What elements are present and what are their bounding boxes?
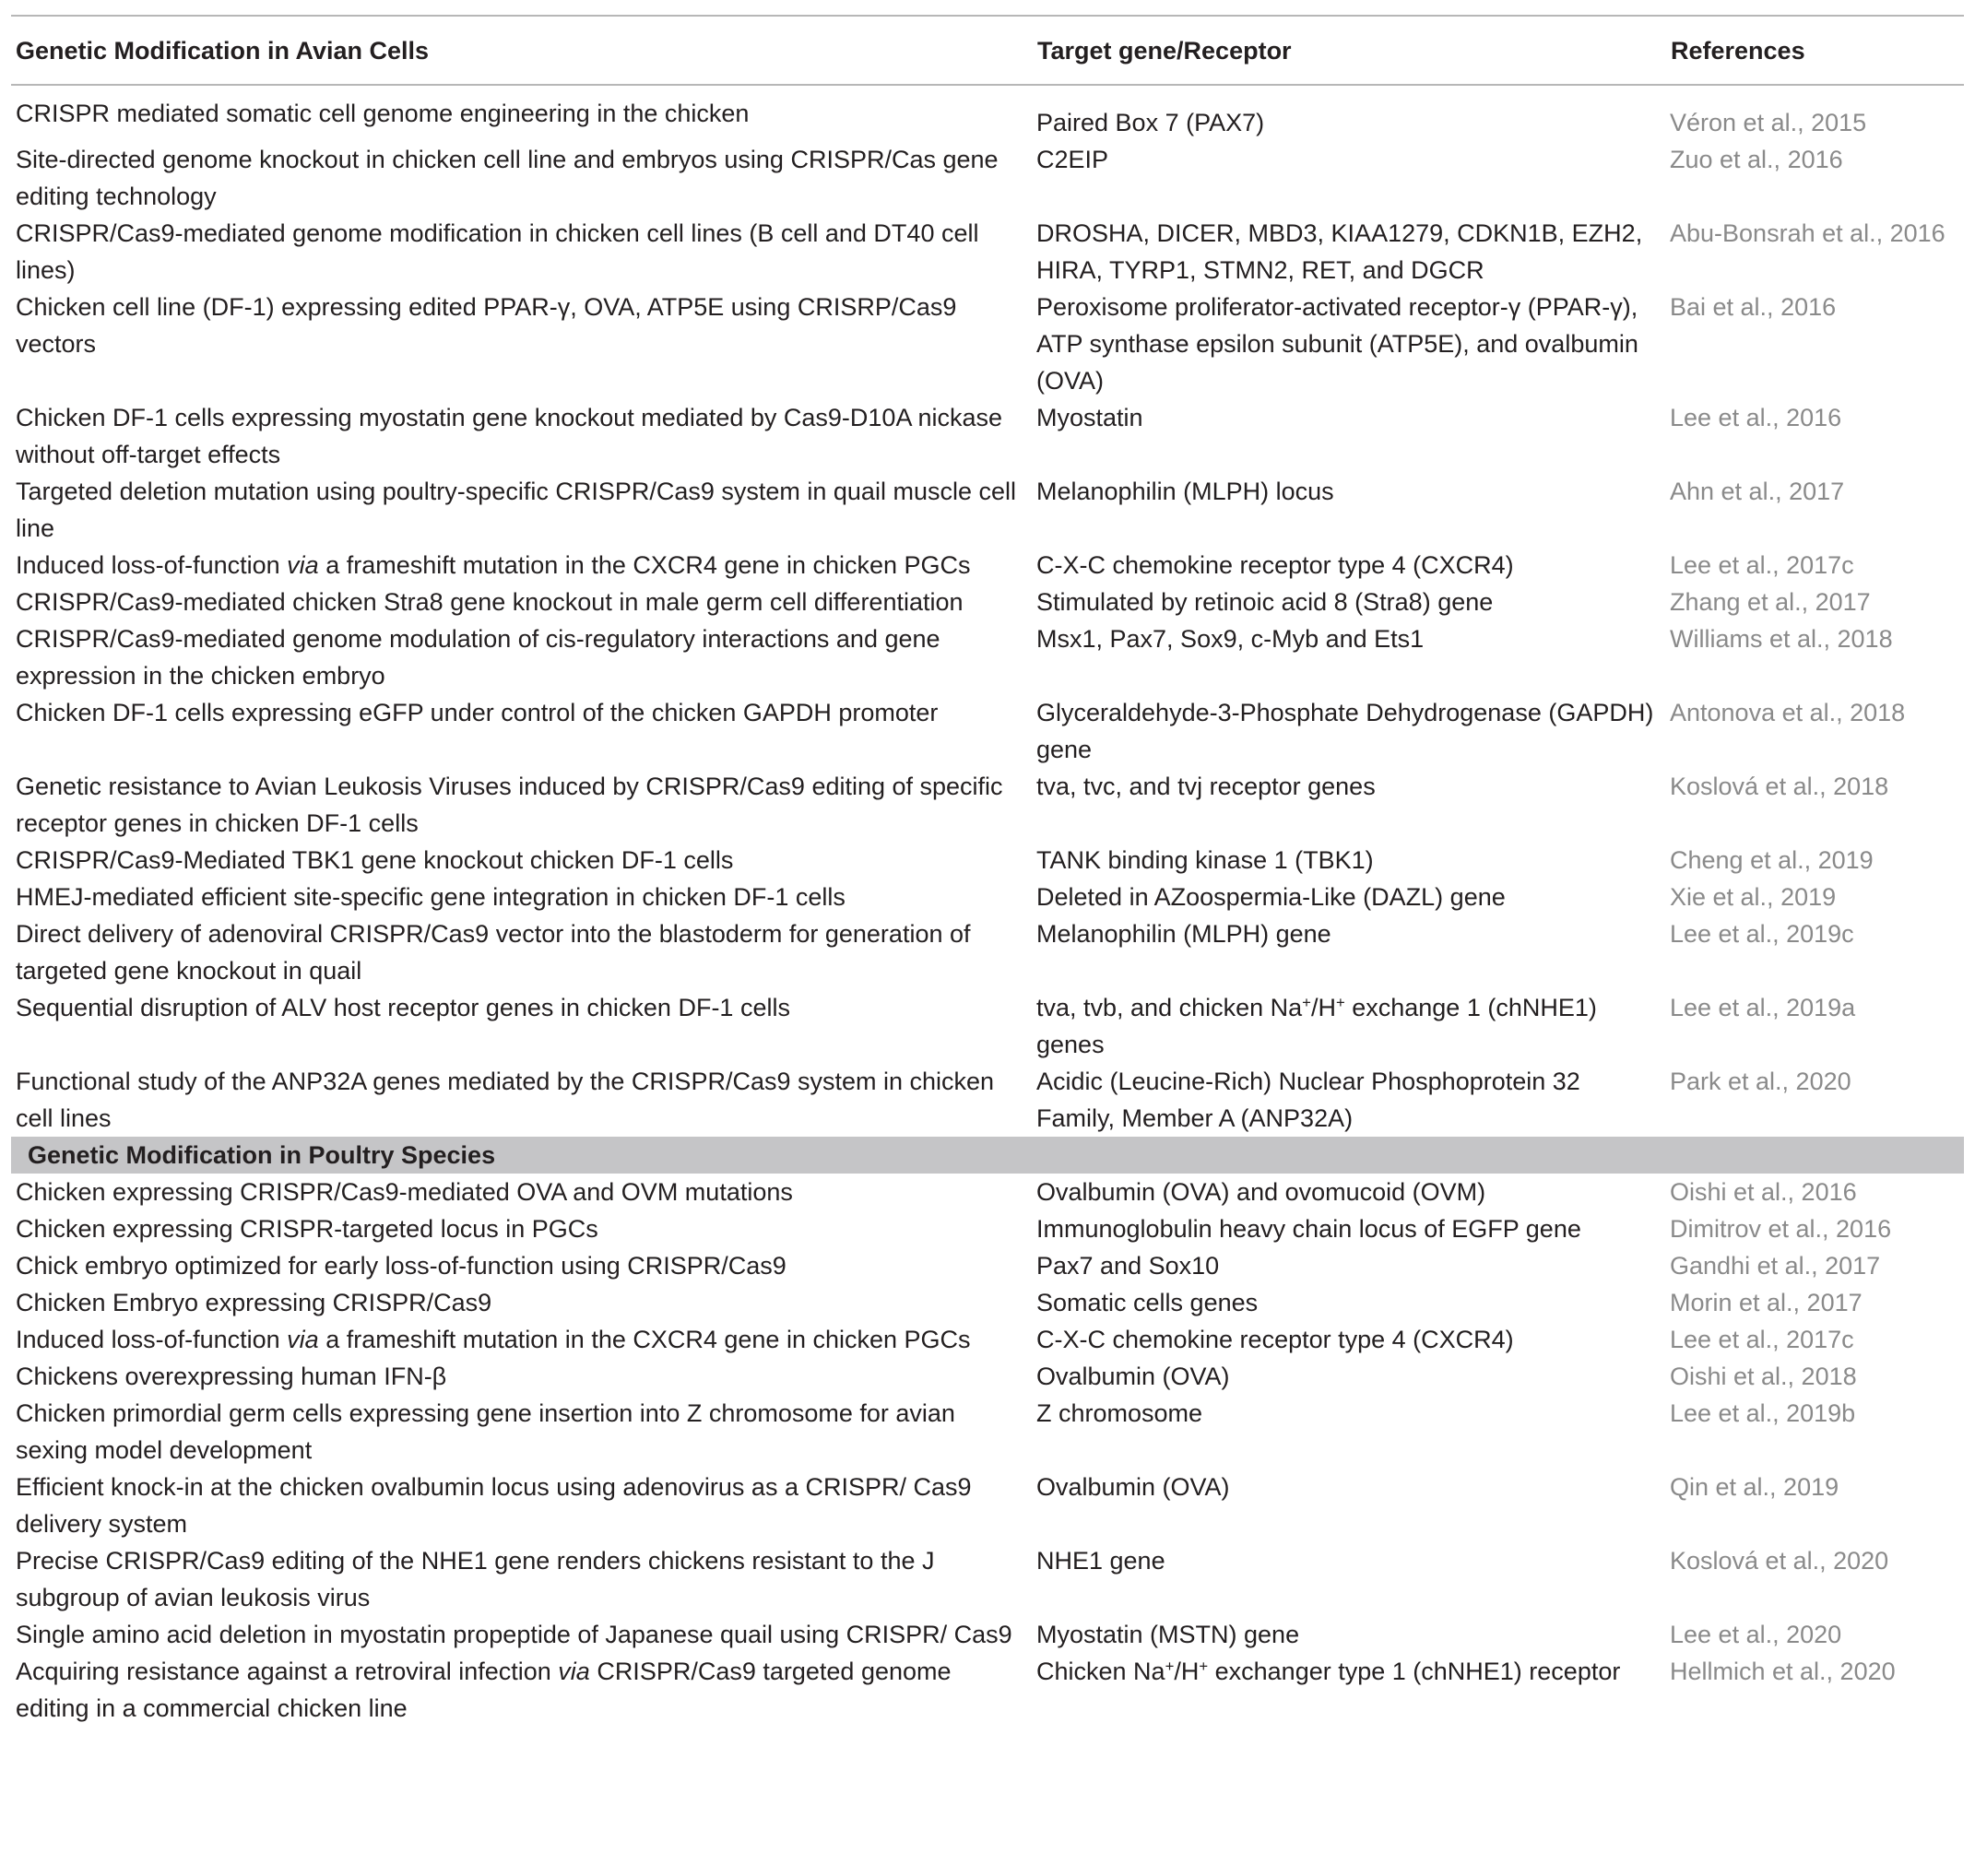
target-cell: Paired Box 7 (PAX7)	[1036, 109, 1265, 136]
target-cell: Acidic (Leucine-Rich) Nuclear Phosphoprotein 32 Family, Member A (ANP32A)	[1036, 1068, 1580, 1132]
table-row	[11, 1395, 1964, 1469]
modification-cell: Chick embryo optimized for early loss-of-function using CRISPR/Cas9	[16, 1252, 786, 1280]
reference-cell: Williams et al., 2018	[1670, 625, 1893, 653]
target-cell: Msx1, Pax7, Sox9, c-Myb and Ets1	[1036, 625, 1425, 653]
reference-cell: Lee et al., 2020	[1670, 1621, 1842, 1648]
modification-cell: CRISPR/Cas9-mediated chicken Stra8 gene knockout in male germ cell differentiation	[16, 588, 964, 616]
reference-cell: Antonova et al., 2018	[1670, 699, 1906, 726]
crispr-table	[11, 15, 1964, 1727]
modification-cell: Direct delivery of adenoviral CRISPR/Cas9 vector into the blastoderm for generation of targeted gene knockout in quail	[16, 920, 971, 985]
target-cell: Chicken Na+/H+ exchanger type 1 (chNHE1) receptor	[1036, 1657, 1621, 1685]
table-row	[11, 399, 1964, 473]
reference-cell: Dimitrov et al., 2016	[1670, 1215, 1892, 1243]
table-row	[11, 1321, 1964, 1358]
section-title: Genetic Modification in Poultry Species	[11, 1137, 1964, 1174]
reference-cell: Oishi et al., 2018	[1670, 1363, 1857, 1390]
reference-cell: Lee et al., 2017c	[1670, 551, 1854, 579]
reference-cell: Park et al., 2020	[1670, 1068, 1851, 1095]
target-cell: tva, tvb, and chicken Na+/H+ exchange 1 (chNHE1) genes	[1036, 993, 1597, 1058]
table-row	[11, 694, 1964, 768]
modification-cell: Chicken expressing CRISPR-targeted locus in PGCs	[16, 1215, 598, 1243]
reference-cell: Gandhi et al., 2017	[1670, 1252, 1881, 1280]
modification-cell: Chickens overexpressing human IFN-β	[16, 1363, 447, 1390]
reference-cell: Bai et al., 2016	[1670, 293, 1837, 321]
table-row	[11, 842, 1964, 879]
target-cell: Glyceraldehyde-3-Phosphate Dehydrogenase (GAPDH) gene	[1036, 699, 1654, 763]
table-row	[11, 989, 1964, 1063]
table-row	[11, 473, 1964, 547]
target-cell: DROSHA, DICER, MBD3, KIAA1279, CDKN1B, EZH2, HIRA, TYRP1, STMN2, RET, and DGCR	[1036, 219, 1643, 284]
section-header-row	[11, 1137, 1964, 1174]
reference-cell: Zuo et al., 2016	[1670, 146, 1843, 173]
reference-cell: Zhang et al., 2017	[1670, 588, 1871, 616]
reference-cell: Qin et al., 2019	[1670, 1473, 1839, 1501]
reference-cell: Oishi et al., 2016	[1670, 1178, 1857, 1206]
reference-cell: Abu-Bonsrah et al., 2016	[1670, 219, 1945, 247]
table-row	[11, 1174, 1964, 1210]
header-target: Target gene/Receptor	[1032, 16, 1665, 85]
table-row	[11, 1542, 1964, 1616]
target-cell: Myostatin	[1036, 404, 1143, 431]
modification-cell: Targeted deletion mutation using poultry-specific CRISPR/Cas9 system in quail muscle cell line	[16, 478, 1016, 542]
table-row	[11, 547, 1964, 584]
target-cell: Deleted in AZoospermia-Like (DAZL) gene	[1036, 883, 1506, 911]
reference-cell: Lee et al., 2019c	[1670, 920, 1854, 948]
target-cell: Stimulated by retinoic acid 8 (Stra8) gene	[1036, 588, 1494, 616]
table-row	[11, 1063, 1964, 1137]
table-row	[11, 1284, 1964, 1321]
target-cell: Pax7 and Sox10	[1036, 1252, 1220, 1280]
target-cell: C-X-C chemokine receptor type 4 (CXCR4)	[1036, 551, 1514, 579]
reference-cell: Lee et al., 2019b	[1670, 1399, 1856, 1427]
modification-cell: Chicken cell line (DF-1) expressing edited PPAR-γ, OVA, ATP5E using CRISRP/Cas9 vectors	[16, 293, 957, 358]
reference-cell: Lee et al., 2017c	[1670, 1326, 1854, 1353]
reference-cell: Cheng et al., 2019	[1670, 846, 1874, 874]
modification-cell: Induced loss-of-function via a frameshift mutation in the CXCR4 gene in chicken PGCs	[16, 1326, 971, 1353]
reference-cell: Ahn et al., 2017	[1670, 478, 1845, 505]
target-cell: Ovalbumin (OVA)	[1036, 1473, 1230, 1501]
target-cell: Myostatin (MSTN) gene	[1036, 1621, 1300, 1648]
table-row	[11, 215, 1964, 289]
table-row	[11, 584, 1964, 620]
modification-cell: Single amino acid deletion in myostatin propeptide of Japanese quail using CRISPR/ Cas9	[16, 1621, 1012, 1648]
modification-cell: Chicken DF-1 cells expressing myostatin gene knockout mediated by Cas9-D10A nickase without off-target effects	[16, 404, 1003, 468]
table-row	[11, 289, 1964, 399]
table-row	[11, 1210, 1964, 1247]
target-cell: Ovalbumin (OVA)	[1036, 1363, 1230, 1390]
modification-cell: Sequential disruption of ALV host receptor genes in chicken DF-1 cells	[16, 994, 790, 1021]
target-cell: TANK binding kinase 1 (TBK1)	[1036, 846, 1374, 874]
modification-cell: CRISPR/Cas9-Mediated TBK1 gene knockout chicken DF-1 cells	[16, 846, 734, 874]
reference-cell: Morin et al., 2017	[1670, 1289, 1863, 1316]
modification-cell: CRISPR/Cas9-mediated genome modulation of cis-regulatory interactions and gene expression in the chicken embryo	[16, 625, 940, 690]
table-row	[11, 141, 1964, 215]
modification-cell: Induced loss-of-function via a frameshift mutation in the CXCR4 gene in chicken PGCs	[16, 551, 971, 579]
reference-cell: Véron et al., 2015	[1670, 109, 1867, 136]
header-references: References	[1665, 16, 1964, 85]
modification-cell: HMEJ-mediated efficient site-specific gene integration in chicken DF-1 cells	[16, 883, 846, 911]
target-cell: Somatic cells genes	[1036, 1289, 1259, 1316]
reference-cell: Xie et al., 2019	[1670, 883, 1837, 911]
table-row	[11, 915, 1964, 989]
target-cell: C-X-C chemokine receptor type 4 (CXCR4)	[1036, 1326, 1514, 1353]
modification-cell: Chicken expressing CRISPR/Cas9-mediated OVA and OVM mutations	[16, 1178, 793, 1206]
table-row	[11, 1469, 1964, 1542]
modification-cell: Site-directed genome knockout in chicken cell line and embryos using CRISPR/Cas gene editing technology	[16, 146, 999, 210]
target-cell: Melanophilin (MLPH) locus	[1036, 478, 1334, 505]
target-cell: tva, tvc, and tvj receptor genes	[1036, 773, 1376, 800]
modification-cell: CRISPR/Cas9-mediated genome modification in chicken cell lines (B cell and DT40 cell lines)	[16, 219, 979, 284]
modification-cell: Efficient knock-in at the chicken ovalbumin locus using adenovirus as a CRISPR/ Cas9 delivery system	[16, 1473, 972, 1538]
target-cell: Z chromosome	[1036, 1399, 1203, 1427]
table-header-row	[11, 16, 1964, 85]
reference-cell: Lee et al., 2019a	[1670, 994, 1856, 1021]
reference-cell: Koslová et al., 2020	[1670, 1547, 1889, 1575]
table-row	[11, 1358, 1964, 1395]
header-modification: Genetic Modification in Avian Cells	[11, 16, 1032, 85]
reference-cell: Lee et al., 2016	[1670, 404, 1842, 431]
table-row	[11, 620, 1964, 694]
modification-cell: CRISPR mediated somatic cell genome engineering in the chicken	[16, 100, 750, 127]
modification-cell: Chicken DF-1 cells expressing eGFP under control of the chicken GAPDH promoter	[16, 699, 939, 726]
table-body	[11, 85, 1964, 1727]
modification-cell: Precise CRISPR/Cas9 editing of the NHE1 gene renders chickens resistant to the J subgroup of avian leukosis virus	[16, 1547, 935, 1611]
modification-cell: Chicken Embryo expressing CRISPR/Cas9	[16, 1289, 492, 1316]
modification-cell: Chicken primordial germ cells expressing gene insertion into Z chromosome for avian sexing model development	[16, 1399, 955, 1464]
target-cell: C2EIP	[1036, 146, 1109, 173]
table-row	[11, 879, 1964, 915]
modification-cell: Functional study of the ANP32A genes mediated by the CRISPR/Cas9 system in chicken cell lines	[16, 1068, 995, 1132]
target-cell: Ovalbumin (OVA) and ovomucoid (OVM)	[1036, 1178, 1486, 1206]
modification-cell: Acquiring resistance against a retroviral infection via CRISPR/Cas9 targeted genome editing in a commercial chicken line	[16, 1658, 952, 1722]
reference-cell: Koslová et al., 2018	[1670, 773, 1889, 800]
table-row	[11, 85, 1964, 141]
target-cell: Peroxisome proliferator-activated receptor-γ (PPAR-γ), ATP synthase epsilon subunit (ATP5E), and ovalbumin (OVA)	[1036, 293, 1638, 395]
reference-cell: Hellmich et al., 2020	[1670, 1658, 1896, 1685]
target-cell: Melanophilin (MLPH) gene	[1036, 920, 1331, 948]
target-cell: Immunoglobulin heavy chain locus of EGFP gene	[1036, 1215, 1581, 1243]
modification-cell: Genetic resistance to Avian Leukosis Viruses induced by CRISPR/Cas9 editing of specific receptor genes in chicken DF-1 cells	[16, 773, 1003, 837]
table-row	[11, 1616, 1964, 1653]
target-cell: NHE1 gene	[1036, 1547, 1165, 1575]
table-row	[11, 1247, 1964, 1284]
table-row	[11, 1653, 1964, 1727]
table-row	[11, 768, 1964, 842]
